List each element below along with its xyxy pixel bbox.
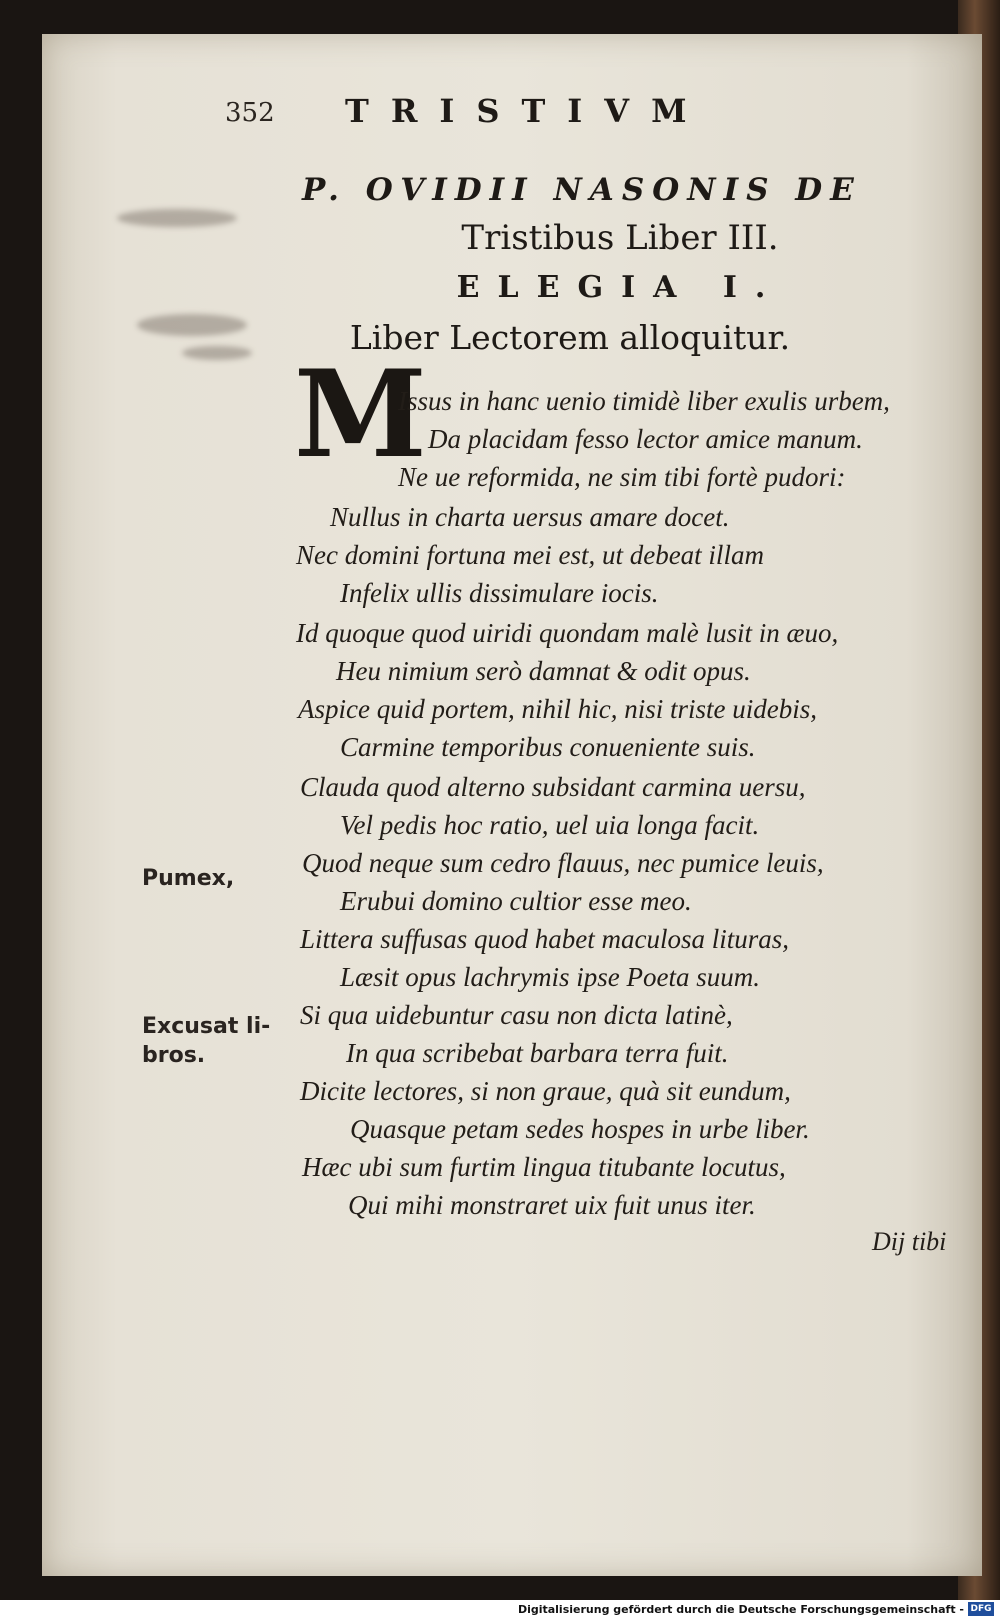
bleed-through-mark: [182, 346, 252, 360]
verse-line: Ne ue reformida, ne sim tibi fortè pudori:: [398, 462, 846, 492]
verse-line: Littera suffusas quod habet maculosa lituras,: [300, 924, 790, 954]
verse-line: Quod neque sum cedro flauus, nec pumice leuis,: [302, 848, 824, 878]
verse-line: Aspice quid portem, nihil hic, nisi triste uidebis,: [298, 694, 817, 724]
footer-bar: [0, 1600, 1000, 1620]
margin-note-line: bros.: [142, 1043, 206, 1068]
bleed-through-mark: [117, 209, 237, 227]
title-book: Tristibus Liber III.: [461, 218, 779, 258]
verse-line: Da placidam fesso lector amice manum.: [428, 424, 863, 454]
title-author: P. OVIDII NASONIS DE: [302, 172, 862, 208]
verse-line: Vel pedis hoc ratio, uel uia longa facit.: [340, 810, 760, 840]
verse-line: In qua scribebat barbara terra fuit.: [346, 1038, 729, 1068]
verse-line: Quasque petam sedes hospes in urbe liber.: [350, 1114, 810, 1144]
verse-line: Issus in hanc uenio timidè liber exulis urbem,: [398, 386, 890, 416]
elegy-heading: ELEGIA I.: [456, 270, 784, 305]
verse-line: Læsit opus lachrymis ipse Poeta suum.: [340, 962, 761, 992]
bleed-through-mark: [137, 314, 247, 336]
book-page: [42, 34, 982, 1576]
verse-line: Si qua uidebuntur casu non dicta latinè,: [300, 1000, 733, 1030]
verse-line: Hæc ubi sum furtim lingua titubante locutus,: [302, 1152, 786, 1182]
verse-line: Erubui domino cultior esse meo.: [340, 886, 692, 916]
verse-line: Heu nimium serò damnat & odit opus.: [336, 656, 751, 686]
verse-line: Carmine temporibus conueniente suis.: [340, 732, 756, 762]
margin-note-excusat: [142, 1012, 270, 1070]
margin-note-line: Excusat li-: [142, 1014, 271, 1039]
verse-line: Id quoque quod uiridi quondam malè lusit in æuo,: [296, 618, 839, 648]
dfg-logo-icon: DFG: [968, 1602, 994, 1616]
verse-line: Infelix ullis dissimulare iocis.: [340, 578, 659, 608]
verse-line: Dicite lectores, si non graue, quà sit eundum,: [300, 1076, 791, 1106]
verse-line: Nullus in charta uersus amare docet.: [330, 502, 730, 532]
verse-line: Nec domini fortuna mei est, ut debeat illam: [296, 540, 764, 570]
catchword: Dij tibi: [872, 1227, 947, 1256]
elegy-subtitle: Liber Lectorem alloquitur.: [349, 318, 791, 357]
margin-note-pumex: Pumex,: [142, 866, 235, 891]
drop-cap: M: [294, 344, 427, 485]
page-number: 352: [225, 98, 275, 128]
running-head: TRISTIVM: [345, 92, 709, 130]
verse-line: Clauda quod alterno subsidant carmina uersu,: [300, 772, 806, 802]
verse-line: Qui mihi monstraret uix fuit unus iter.: [348, 1190, 756, 1220]
funding-credit: Digitalisierung gefördert durch die Deutsche Forschungsgemeinschaft -: [517, 1603, 964, 1616]
